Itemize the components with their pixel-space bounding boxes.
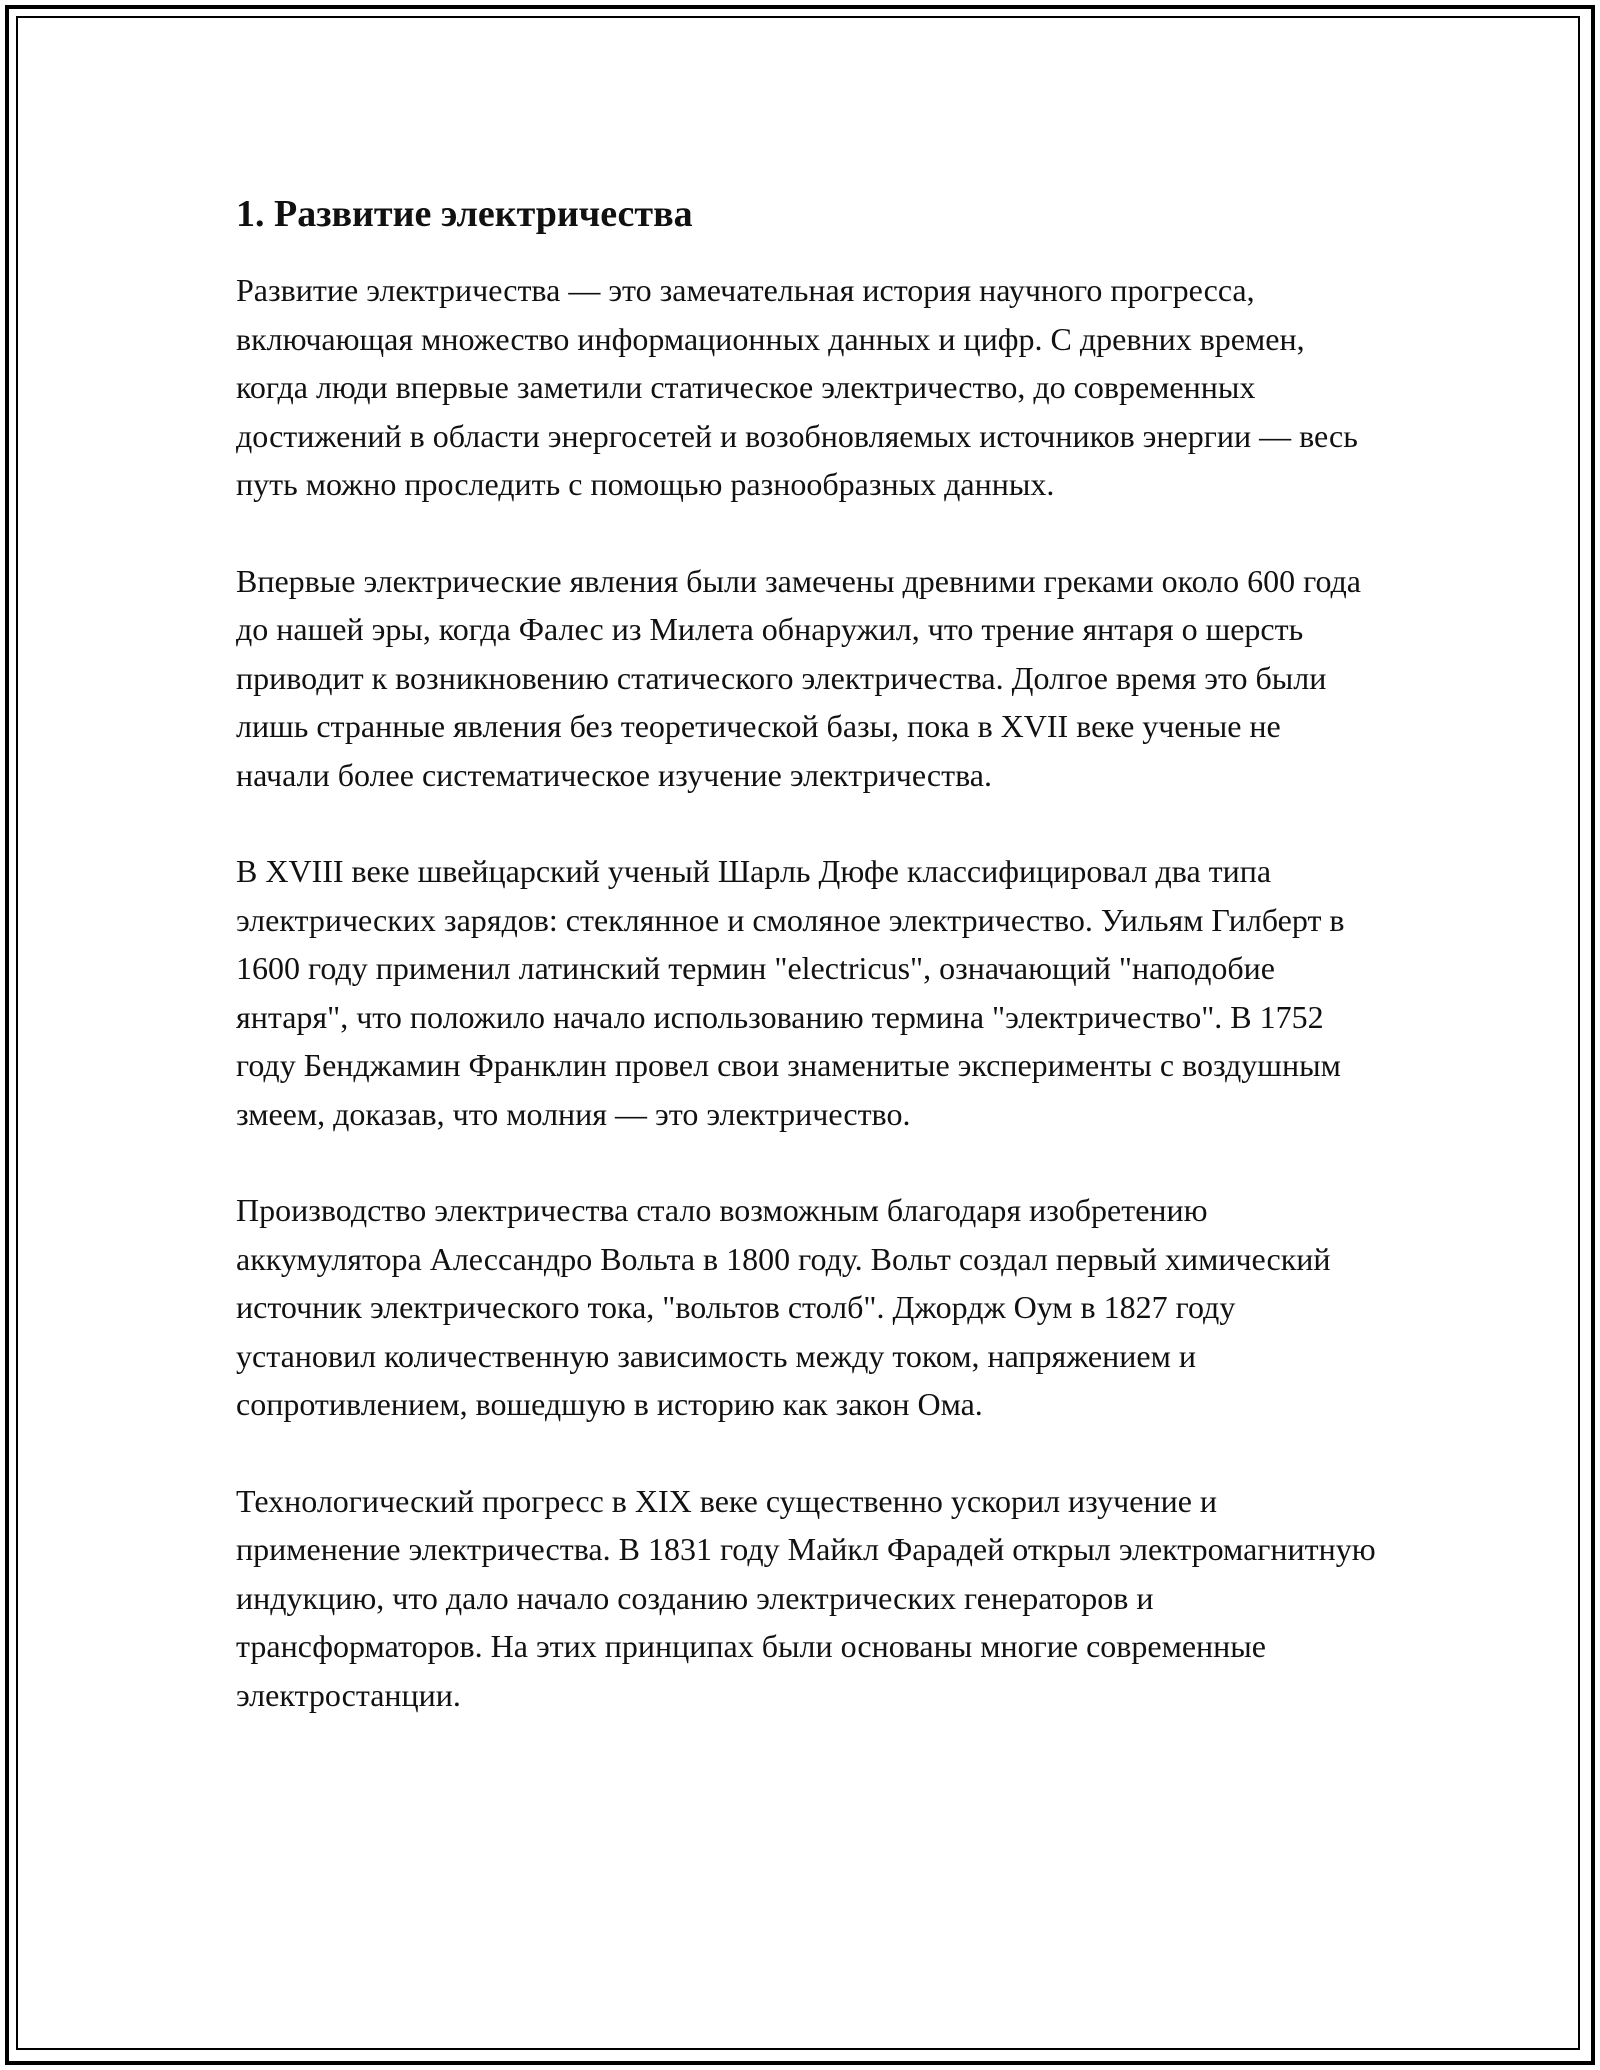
paragraph-ancient-greeks: Впервые электрические явления были замечены древними греками около 600 года до нашей эры, когда Фалес из Милета обнаружил, что трение янтаря о шерсть приводит к возникновению статического электричества. Долгое время это были лишь странные явления без теоретической базы, пока в XVII веке ученые не начали более систематическое изучение электричества. (236, 562, 1361, 793)
paragraph-intro: Развитие электричества — это замечательная история научного прогресса, включающая множество информационных данных и цифр. С древних времен, когда люди впервые заметили статическое электричество, до современных достижений в области энергосетей и возобновляемых источников энергии — весь путь можно проследить с помощью разнообразных данных. (236, 272, 1358, 502)
paragraph-18th-century: В XVIII веке швейцарский ученый Шарль Дюфе классифицировал два типа электрических зарядов: стеклянное и смоляное электричество. Уильям Гилберт в 1600 году применил латинский термин "electricus", означающий "наподобие янтаря", что положило начало использованию термина "электричество". В 1752 году Бенджамин Франклин провел свои знаменитые эксперименты с воздушным змеем, доказав, что молния — это электричество. (236, 853, 1345, 1132)
section-heading: 1. Развитие электричества (236, 193, 693, 235)
document-body (236, 186, 1376, 1719)
paragraph-19th-century: Технологический прогресс в XIX веке существенно ускорил изучение и применение электричества. В 1831 году Майкл Фарадей открыл электромагнитную индукцию, что дало начало созданию электрических генераторов и трансформаторов. На этих принципах были основаны многие современные электростанции. (236, 1482, 1376, 1713)
paragraph-volta-ohm: Производство электричества стало возможным благодаря изобретению аккумулятора Алессандро Вольта в 1800 году. Вольт создал первый химический источник электрического тока, "вольтов столб". Джордж Оум в 1827 году установил количественную зависимость между током, напряжением и сопротивлением, вошедшую в историю как закон Ома. (236, 1192, 1331, 1422)
